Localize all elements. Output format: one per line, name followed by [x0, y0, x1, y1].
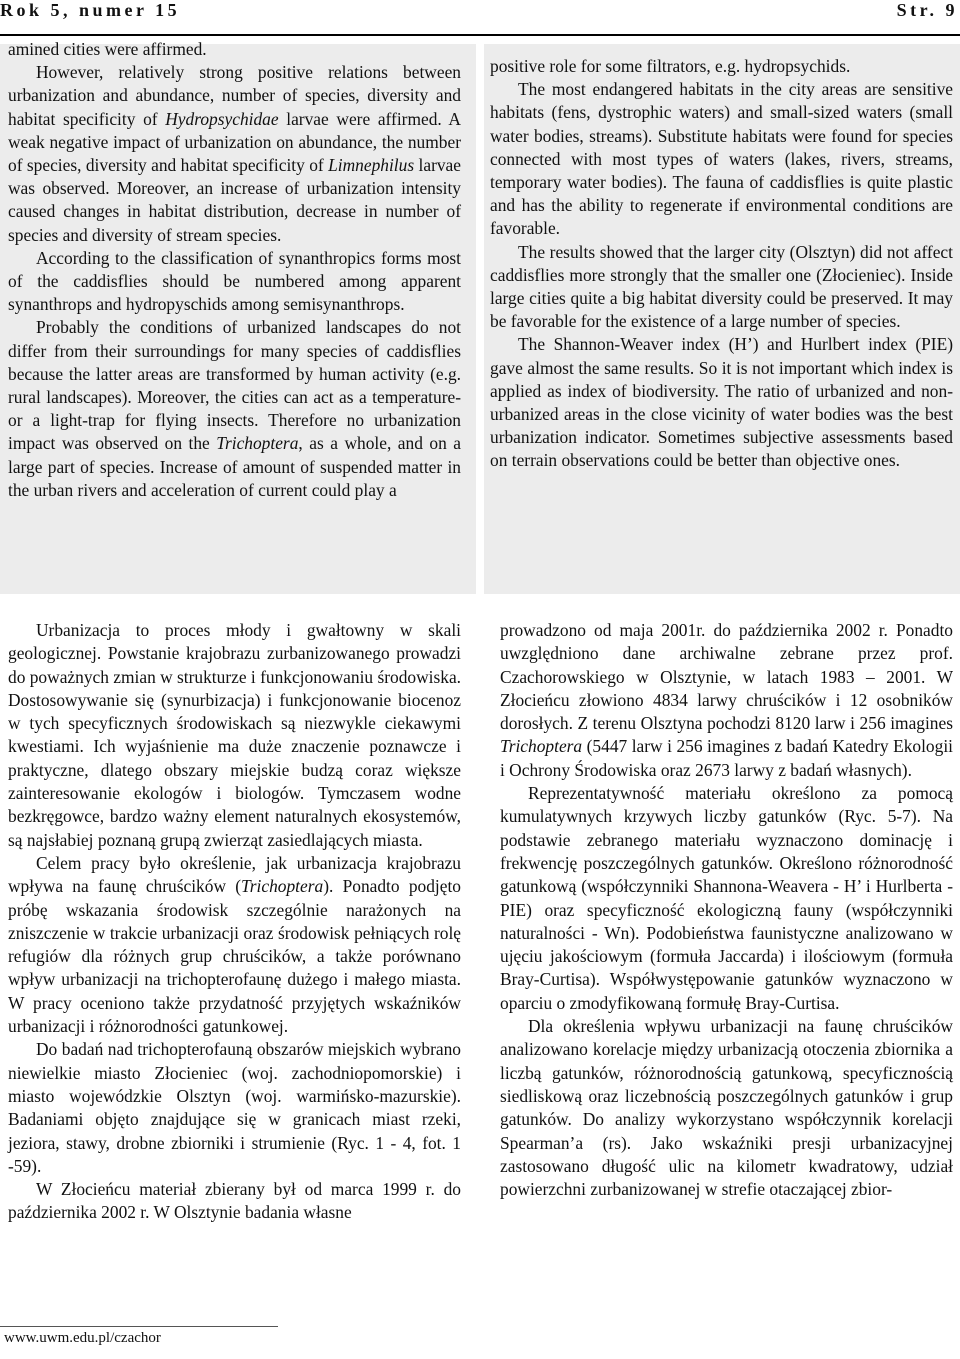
paragraph: Urbanizacja to proces młody i gwałtowny w skali geologicznej. Powstanie krajobrazu zurbanizowanego prowadzi do poważnych zmian w strukturze i funkcjonowaniu środowiska. Dostosowywanie się (synurbizacja) i funkcjonowanie biocenoz w tych specyficznych środowiskach są niezwykle ciekawymi kwestiami. Ich wyjaśnienie ma duże znaczenie poznawcze i praktyczne, dlatego obszary miejskie budzą coraz większe zainteresowanie ekologów i biologów. Tymczasem wodne bezkręgowce, bardzo ważny element naturalnych ekosystemów, są najsłabiej poznaną grupą zwierząt zasiedlających miasta. — [8, 620, 462, 850]
paragraph: According to the classification of synanthropics forms most of the caddisflies should be numbered among apparent synanthrops and hydropyschids among semisynanthrops. — [8, 247, 461, 315]
polish-text-right-column — [500, 619, 953, 1201]
polish-text-left-column — [8, 619, 461, 1225]
paragraph: The Shannon-Weaver index (H’) and Hurlbert index (PIE) gave almost the same results. So it is not important which index is applied as index of biodiversity. The ratio of urbanized and non-urbanized areas in the close vicinity of water bodies was the best urbanization indicator. Sometimes subjective assessments based on terrain observations could be better than objective ones. — [490, 334, 953, 471]
taxon-name: Trichoptera — [241, 876, 324, 897]
page-header — [0, 0, 960, 36]
english-abstract-left-column — [8, 38, 461, 502]
paragraph: The most endangered habitats in the city areas are sensitive habitats (fens, dystrophic waters) and small-sized waters (small water bodies, streams). Substitute habitats were found for species connected with most types of waters (lakes, rivers, streams, temporary water bodies). The fauna of caddisflies is quite plastic and has the ability to regenerate if environmental conditions are favorable. — [490, 79, 953, 239]
paragraph: Celem pracy było określenie, jak urbanizacja krajobrazu wpływa na faunę chruścików (Trichoptera). Ponadto podjęto próbę wskazania środowisk szczególnie narażonych na zniszczenie w trakcie urbanizacji oraz środowisk pełniących rolę refugiów dla różnych grup chruścików, a także porównano wpływ urbanizacji na trichopterofaunę dużego i małego miasta. W pracy oceniono także przydatność przyjętych wskaźników urbanizacji i różnorodności gatunkowej. — [8, 852, 461, 1037]
taxon-name: Limnephilus — [328, 155, 415, 176]
paragraph: prowadzono od maja 2001r. do października 2002 r. Ponadto uwzględniono dane archiwalne zebrane przez prof. Czachorowskiego w Olsztynie, w latach 1983 – 2001. W Złocieńcu złowiono 4834 larwy chruścików i 12 osobników dorosłych. Z terenu Olsztyna pochodzi 8120 larw i 256 imagines Trichoptera (5447 larw i 256 imagines z badań Katedry Ekologii i Ochrony Środowiska oraz 2673 larwy z badań własnych). — [500, 620, 953, 780]
taxon-name: Trichoptera — [500, 736, 583, 757]
paragraph: However, relatively strong positive relations between urbanization and abundance, number of species, diversity and habitat specificity of Hydropsychidae larvae were affirmed. A weak negative impact of urbanization on abundance, the number of species, diversity and habitat specificity of Limnephilus larvae was observed. Moreover, an increase of urbanization intensity caused changes in habitat distribution, decrease in number of species and diversity of stream species. — [8, 62, 461, 245]
paragraph: Dla określenia wpływu urbanizacji na faunę chruścików analizowano korelacje między urbanizacją otoczenia zbiornika a liczbą gatunków, różnorodnością gatunkową, specyficznością siedliskową oraz liczebnością poszczególnych gatunków i grup gatunków. Do analizy wykorzystano współczynnik korelacji Spearman’a (rs). Jako wskaźniki presji urbanizacyjnej zastosowano długość ulic na kilometr kwadratowy, udział powierzchni zurbanizowanej w strefie otaczającej zbior- — [500, 1016, 953, 1200]
taxon-name: Trichoptera — [216, 433, 299, 454]
paragraph: The results showed that the larger city (Olsztyn) did not affect caddisflies more strongly that the smaller one (Złocieniec). Inside large cities quite a big habitat diversity could be preserved. It may be favorable for the existence of a large number of species. — [490, 241, 953, 332]
paragraph: positive role for some filtrators, e.g. hydropsychids. — [490, 56, 851, 76]
paragraph: Probably the conditions of urbanized landscapes do not differ from their surroundings for many species of caddisflies because the latter areas are transformed by human activity (e.g. rural landscapes). Moreover, the cities can act as a temperature- or a light-trap for flying insects. Therefore no urbanization impact was observed on the Trichoptera, as a whole, and on a large part of species. Increase of amount of suspended matter in the urban rivers and acceleration of current could play a — [8, 317, 461, 500]
paragraph: Do badań nad trichopterofauną obszarów miejskich wybrano niewielkie miasto Złocieniec (woj. zachodniopomorskie) i miasto wojewódzkie Olsztyn (woj. warmińsko-mazurskie). Badaniami objęto znajdujące się w granicach miast rzeki, jeziora, stawy, drobne zbiorniki i strumienie (Ryc. 1 - 4, fot. 1 -59). — [8, 1039, 461, 1176]
issue-label: Rok 5, numer 15 — [0, 0, 181, 20]
english-abstract-right-column — [490, 55, 953, 473]
page-number: Str. 9 — [896, 0, 958, 20]
paragraph: amined cities were affirmed. — [8, 39, 207, 59]
footer-url[interactable]: www.uwm.edu.pl/czachor — [4, 1330, 161, 1346]
paragraph: Reprezentatywność materiału określono za pomocą kumulatywnych krzywych liczby gatunków (Ryc. 5-7). Na podstawie zebranego materiału wyznaczono dominację i frekwencję poszczególnych gatunków. Określono różnorodność gatunkową (współczynniki Shannona-Weavera - H’ i Hurlberta - PIE) oraz specyficzność ekologiczną fauny (współczynniki naturalności - Wn). Podobieństwa faunistyczne analizowano w ujęciu jakościowym (formuła Jaccarda) i ilościowym (formuła Bray-Curtisa). Współwystępowanie gatunków wyznaczono w oparciu o zmodyfikowaną formułę Bray-Curtisa. — [500, 783, 953, 1013]
footer-divider — [0, 1326, 278, 1327]
paragraph: W Złocieńcu materiał zbierany był od marca 1999 r. do października 2002 r. W Olsztynie badania własne — [8, 1179, 461, 1223]
taxon-name: Hydropsychidae — [165, 108, 279, 129]
